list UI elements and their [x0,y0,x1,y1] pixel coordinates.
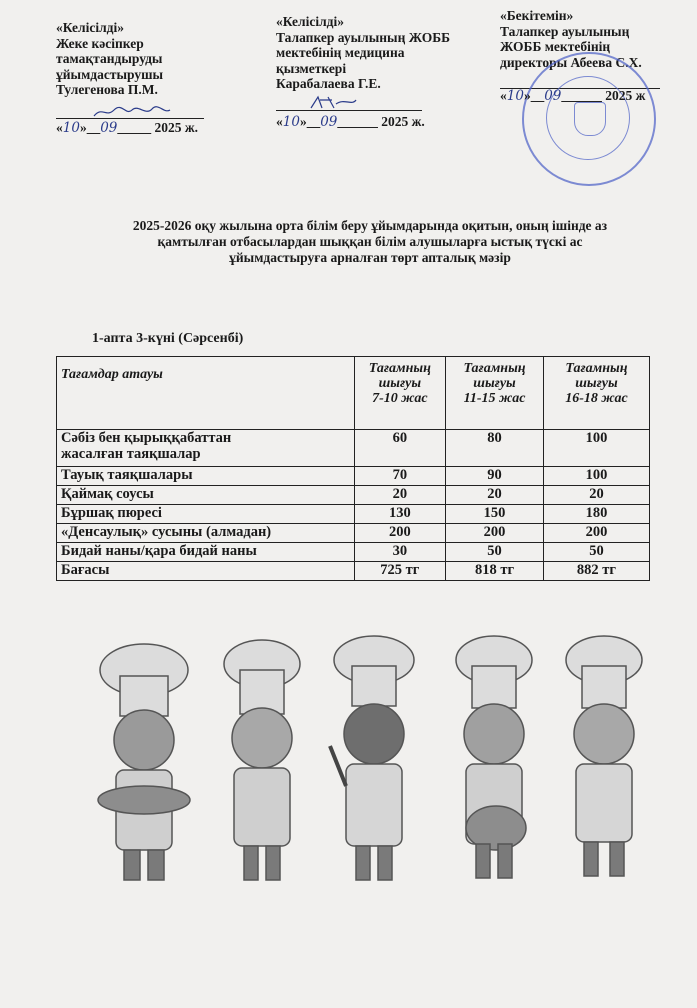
portion-cell: 60 [354,430,446,467]
approval-line: мектебінің медицина [276,45,405,60]
approval-line: Карабалаева Г.Е. [276,76,381,91]
price-cell: 882 тг [543,562,649,581]
dish-name: Бұршақ пюресі [57,505,355,524]
header-age-16-18: Тағамның шығуы 16-18 жас [543,357,649,430]
portion-cell: 20 [446,486,544,505]
approval-heading: «Келісілді» [56,20,124,35]
portion-cell: 80 [446,430,544,467]
header-age-11-15: Тағамның шығуы 11-15 жас [446,357,544,430]
portion-cell: 150 [446,505,544,524]
table-row [57,543,650,562]
chef-child-1 [98,644,190,880]
signature-icon [92,104,172,120]
approval-line: қызметкері [276,60,347,76]
approval-block-2 [276,14,450,92]
portion-cell: 30 [354,543,446,562]
approval-line: Жеке кәсіпкер [56,35,144,51]
approval-block-1 [56,20,163,98]
portion-cell: 100 [543,430,649,467]
approval-line: директоры Абеева С.Х. [500,54,642,70]
chef-child-3 [330,636,414,880]
price-row [57,562,650,581]
week-day-label: 1-апта 3-күні (Сәрсенбі) [92,331,244,346]
approval-line: Талапкер ауылының [500,23,630,39]
portion-cell: 20 [543,486,649,505]
dish-name: «Денсаулық» сусыны (алмадан) [57,524,355,543]
chef-child-2 [224,640,300,880]
dish-name: Қаймақ соусы [57,486,355,505]
table-row [57,486,650,505]
chef-child-5 [566,636,642,876]
portion-cell: 50 [446,543,544,562]
portion-cell: 20 [354,486,446,505]
table-row [57,430,650,467]
portion-cell: 200 [446,524,544,543]
approval-line: тамақтандыруды [56,51,163,66]
portion-cell: 90 [446,467,544,486]
approval-date-1: «10»__09_____ 2025 ж. [56,120,199,136]
header-dish-name: Тағамдар атауы [57,357,355,430]
price-label: Бағасы [57,562,355,581]
table-row [57,524,650,543]
price-cell: 725 тг [354,562,446,581]
approval-line: Тулегенова П.М. [56,82,158,97]
table-row [57,467,650,486]
portion-cell: 200 [354,524,446,543]
dish-name: Сәбіз бен қырыққабаттан жасалған таяқшалар [57,430,355,467]
header-age-7-10: Тағамның шығуы 7-10 жас [354,357,446,430]
price-cell: 818 тг [446,562,544,581]
approval-heading: «Келісілді» [276,14,344,29]
portion-cell: 50 [543,543,649,562]
portion-cell: 200 [543,524,649,543]
table-header-row [57,357,650,430]
portion-cell: 130 [354,505,446,524]
table-row [57,505,650,524]
portion-cell: 70 [354,467,446,486]
portion-cell: 180 [543,505,649,524]
approval-line: Талапкер ауылының ЖОББ [276,29,451,45]
portion-cell: 100 [543,467,649,486]
approval-heading: «Бекітемін» [500,8,574,23]
chef-child-4 [456,636,532,878]
official-stamp-icon [522,52,656,186]
dish-name: Тауық таяқшалары [57,467,355,486]
approval-line: ЖОББ мектебінің [500,39,611,54]
approval-date-2: «10»__09______ 2025 ж. [276,114,425,130]
menu-table [56,356,650,581]
chef-children-illustration [84,630,664,890]
signature-icon [308,94,358,112]
document-title: 2025-2026 оқу жылына орта білім беру ұйымдарында оқитын, оның ішінде аз қамтылған отбасылардан шыққан білім алушыларға ыстық түскі ас ұйымдастыруға арналған төрт апталық мәзір [132,218,608,265]
approval-line: ұйымдастырушы [56,66,164,82]
dish-name: Бидай наны/қара бидай наны [57,543,355,562]
approval-date-3: «10»__09______ 2025 ж [500,88,646,104]
